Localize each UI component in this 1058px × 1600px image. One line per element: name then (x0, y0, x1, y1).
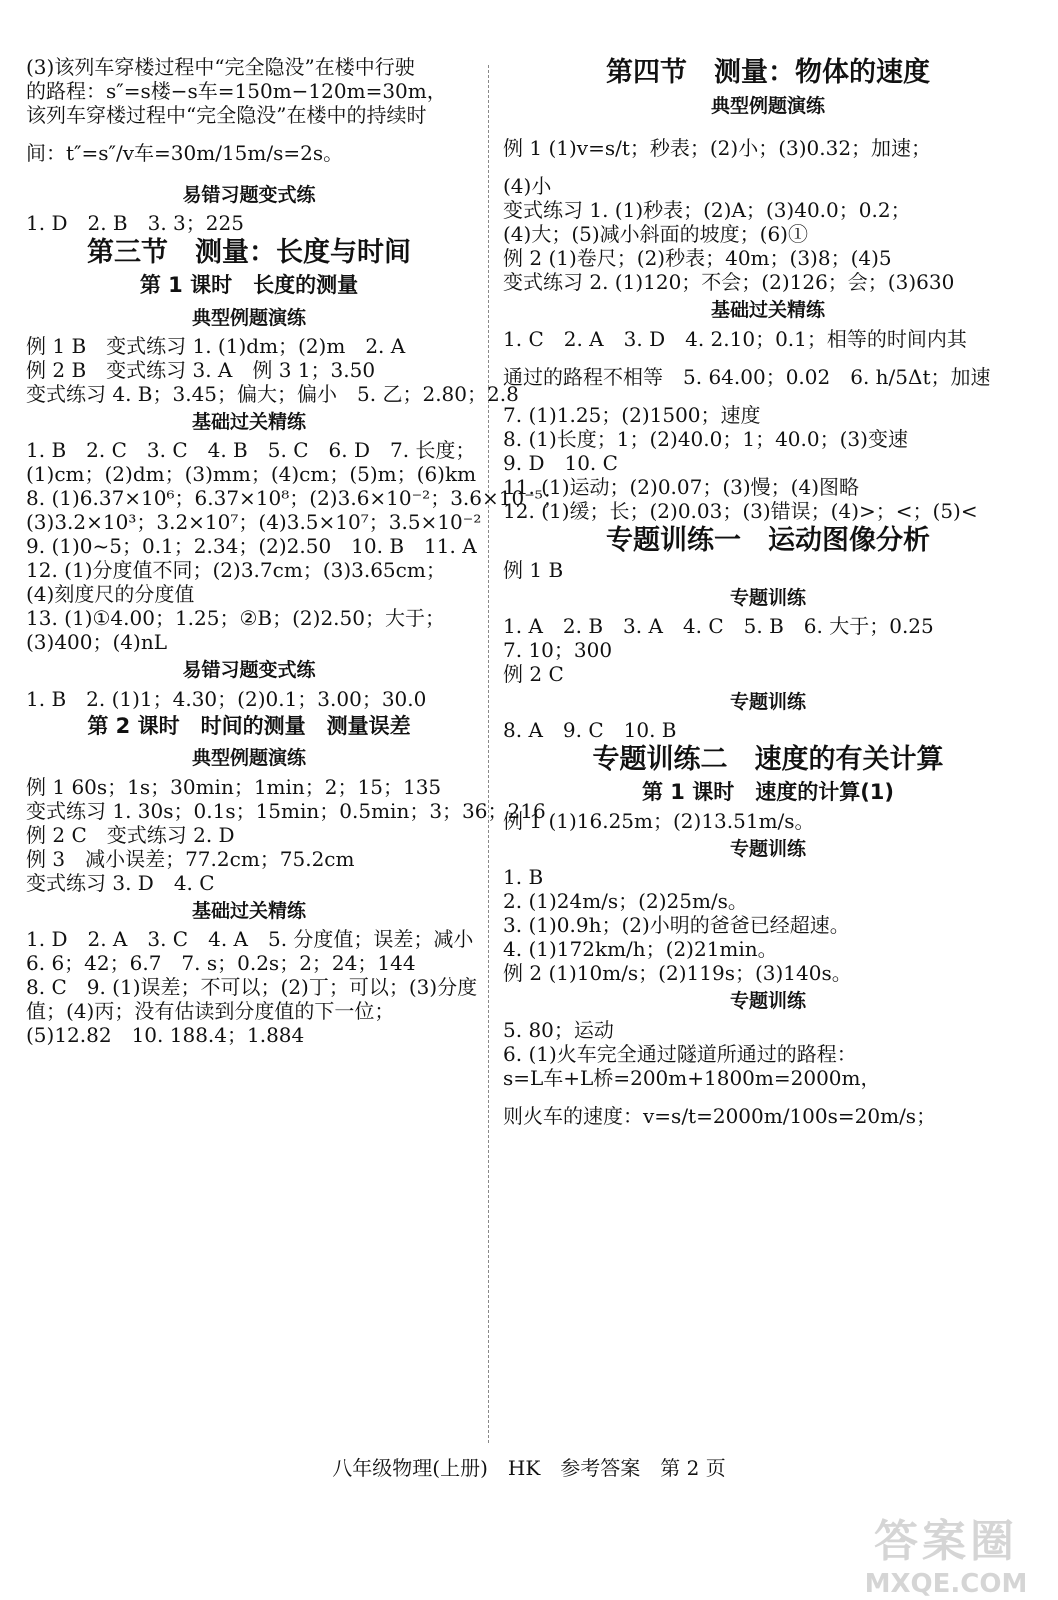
lesson-title: 第 1 课时 长度的测量 (139, 273, 359, 298)
category-heading: 典型例题演练 (710, 95, 825, 118)
answer-line: 8. (1)6.37×10⁶；6.37×10⁸；(2)3.6×10⁻²；3.6×10⁻⁵； (26, 486, 563, 511)
answer-line: 例 2 C 变式练习 2. D (26, 822, 235, 847)
section-title: 第四节 测量：物体的速度 (606, 57, 930, 88)
answer-line: (3)该列车穿楼过程中“完全隐没”在楼中行驶 (26, 55, 415, 79)
watermark-text-bottom: MXQE.COM (864, 1569, 1028, 1599)
answer-line: 7. 10；300 (503, 638, 613, 663)
answer-line: 1. C 2. A 3. D 4. 2.10；0.1；相等的时间内其 (503, 326, 967, 351)
answer-line: 1. B 2. C 3. C 4. B 5. C 6. D 7. 长度； (26, 438, 476, 463)
category-heading: 基础过关精练 (710, 299, 825, 322)
answer-line: 例 1 (1)v=s/t；秒表；(2)小；(3)0.32；加速； (503, 136, 932, 161)
right-column (503, 55, 1033, 1142)
answer-line: (4)小 (503, 174, 552, 199)
answer-line: (3)3.2×10³；3.2×10⁷；(4)3.5×10⁷；3.5×10⁻² (26, 510, 482, 535)
answer-line: 变式练习 1. 30s；0.1s；15min；0.5min；3；36；216 (26, 798, 546, 823)
answer-line: 9. (1)0~5；0.1；2.34；(2)2.50 10. B 11. A (26, 534, 477, 559)
answer-line: 例 2 (1)卷尺；(2)秒表；40m；(3)8；(4)5 (503, 246, 892, 271)
answer-line: (4)刻度尺的分度值 (26, 582, 195, 607)
answer-line: (5)12.82 10. 188.4；1.884 (26, 1022, 305, 1047)
answer-line: 2. (1)24m/s；(2)25m/s。 (503, 889, 748, 914)
answer-line: 例 1 B (503, 557, 564, 582)
answer-line: (3)400；(4)nL (26, 630, 167, 655)
answer-line: 9. D 10. C (503, 450, 618, 475)
answer-line: 例 1 (1)16.25m；(2)13.51m/s。 (503, 808, 815, 833)
answer-line: 11. (1)运动；(2)0.07；(3)慢；(4)图略 (503, 474, 860, 499)
answer-line: 则火车的速度：v=s/t=2000m/100s=20m/s； (503, 1103, 937, 1128)
answer-line: 例 1 60s；1s；30min；1min；2；15；135 (26, 774, 442, 799)
answer-line: 1. A 2. B 3. A 4. C 5. B 6. 大于；0.25 (503, 614, 934, 639)
section-title: 专题训练一 运动图像分析 (606, 524, 930, 556)
answer-line: 例 2 (1)10m/s；(2)119s；(3)140s。 (503, 961, 852, 986)
category-heading: 专题训练 (729, 990, 806, 1013)
answer-line: 通过的路程不相等 5. 64.00；0.02 6. h/5Δt；加速 (503, 364, 991, 389)
answer-line: 8. C 9. (1)误差；不可以；(2)丁；可以；(3)分度 (26, 974, 478, 999)
category-heading: 易错习题变式练 (182, 659, 316, 682)
page-footer: 八年级物理(上册) HK 参考答案 第 2 页 (332, 1456, 726, 1480)
answer-line: 6. (1)火车完全通过隧道所通过的路程： (503, 1041, 857, 1066)
answer-line: 5. 80；运动 (503, 1017, 614, 1042)
answer-line: 变式练习 2. (1)120；不会；(2)126；会；(3)630 (503, 270, 955, 295)
category-heading: 典型例题演练 (191, 747, 306, 770)
answer-line: 13. (1)①4.00；1.25；②B；(2)2.50；大于； (26, 606, 445, 631)
answer-line: 8. (1)长度；1；(2)40.0；1；40.0；(3)变速 (503, 426, 908, 451)
answer-line: 12. (1)缓；长；(2)0.03；(3)错误；(4)>；<；(5)< (503, 498, 978, 523)
answer-line: 例 1 B 变式练习 1. (1)dm；(2)m 2. A (26, 334, 406, 359)
answer-line: 变式练习 1. (1)秒表；(2)A；(3)40.0；0.2； (503, 198, 911, 223)
section-title: 专题训练二 速度的有关计算 (592, 744, 944, 776)
category-heading: 专题训练 (729, 837, 806, 860)
answer-line: (4)大；(5)减小斜面的坡度；(6)① (503, 222, 808, 247)
answer-line: s=L车+L桥=200m+1800m=2000m， (503, 1065, 881, 1090)
answer-line: 变式练习 3. D 4. C (26, 870, 215, 895)
answer-line: 的路程：s″=s楼−s车=150m−120m=30m， (26, 79, 447, 103)
category-heading: 专题训练 (729, 691, 806, 714)
answer-line: 1. B 2. (1)1；4.30；(2)0.1；3.00；30.0 (26, 686, 427, 711)
answer-line: 6. 6；42；6.7 7. s；0.2s；2；24；144 (26, 950, 416, 975)
column-divider (488, 65, 489, 1443)
answer-line: 1. D 2. B 3. 3；225 (26, 211, 244, 236)
category-heading: 典型例题演练 (191, 306, 306, 329)
answer-line: 1. B (503, 865, 544, 890)
answer-line: 例 2 B 变式练习 3. A 例 3 1；3.50 (26, 358, 376, 383)
answer-line: 1. D 2. A 3. C 4. A 5. 分度值；误差；减小 (26, 926, 474, 951)
category-heading: 易错习题变式练 (182, 184, 316, 206)
watermark-logo (846, 1505, 1046, 1599)
category-heading: 专题训练 (729, 586, 806, 609)
answer-line: 该列车穿楼过程中“完全隐没”在楼中的持续时 (26, 103, 427, 127)
answer-line: 8. A 9. C 10. B (503, 718, 677, 743)
section-title: 第三节 测量：长度与时间 (87, 237, 411, 269)
lesson-title: 第 2 课时 时间的测量 测量误差 (87, 713, 411, 738)
answer-line: 例 2 C (503, 662, 564, 687)
watermark-text-top: 答案圈 (874, 1516, 1018, 1567)
answer-line: 值；(4)丙；没有估读到分度值的下一位； (26, 998, 395, 1023)
answer-line: 变式练习 4. B；3.45；偏大；偏小 5. 乙；2.80；2.8 (26, 382, 519, 407)
lesson-title: 第 1 课时 速度的计算(1) (641, 780, 895, 805)
answer-line: 7. (1)1.25；(2)1500；速度 (503, 402, 761, 427)
answer-line: 3. (1)0.9h；(2)小明的爸爸已经超速。 (503, 913, 850, 938)
answer-line: 间：t″=s″/v车=30m/15m/s=2s。 (26, 141, 344, 165)
answer-line: 12. (1)分度值不同；(2)3.7cm；(3)3.65cm； (26, 558, 446, 583)
answer-line: 4. (1)172km/h；(2)21min。 (503, 937, 778, 962)
answer-line: 例 3 减小误差；77.2cm；75.2cm (26, 846, 355, 871)
category-heading: 基础过关精练 (191, 899, 306, 922)
category-heading: 基础过关精练 (191, 411, 306, 434)
answer-line: (1)cm；(2)dm；(3)mm；(4)cm；(5)m；(6)km (26, 462, 477, 487)
